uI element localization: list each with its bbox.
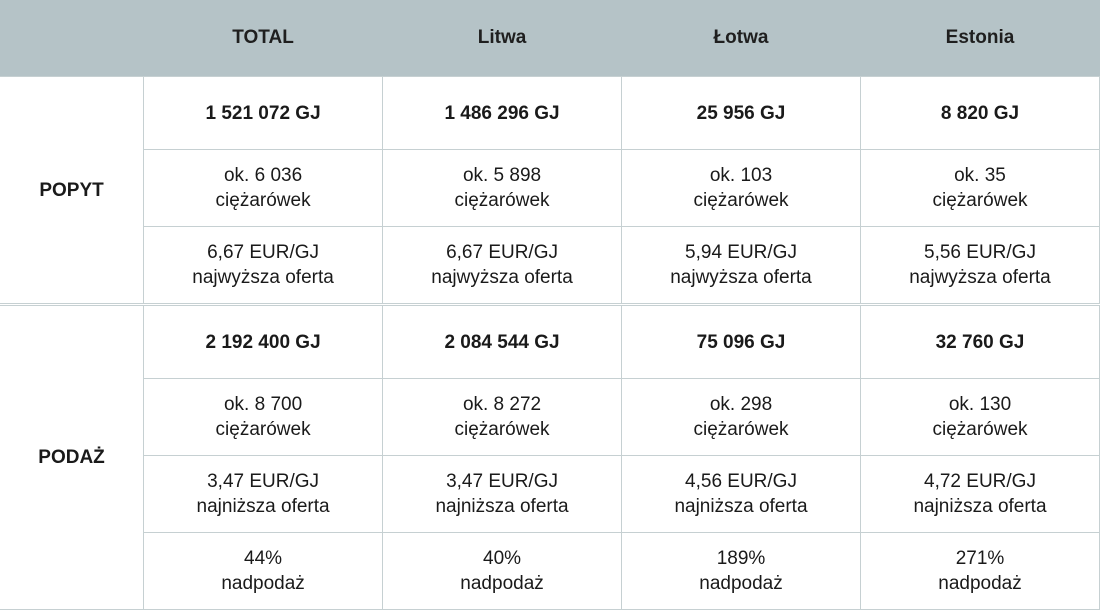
trucks-unit: ciężarówek	[693, 419, 789, 440]
surplus-percent: 44%	[244, 548, 283, 569]
amount-cell: 32 760 GJ	[860, 305, 1099, 379]
trucks-count: ok. 298	[709, 394, 773, 415]
trucks-count: ok. 103	[709, 165, 773, 186]
trucks-cell	[383, 379, 622, 456]
header-total: TOTAL	[144, 0, 383, 77]
header-estonia: Estonia	[860, 0, 1099, 77]
amount-cell: 1 521 072 GJ	[144, 77, 383, 150]
surplus-cell	[383, 533, 622, 610]
section-label-podaz: PODAŻ	[0, 305, 144, 610]
surplus-cell	[622, 533, 861, 610]
price-value: 5,94 EUR/GJ	[685, 242, 797, 263]
trucks-count: ok. 8 700	[223, 394, 303, 415]
price-cell	[144, 456, 383, 533]
amount-cell: 2 192 400 GJ	[144, 305, 383, 379]
price-value: 3,47 EUR/GJ	[207, 471, 320, 492]
trucks-unit: ciężarówek	[215, 190, 311, 211]
price-cell	[622, 227, 861, 305]
price-cell	[860, 456, 1099, 533]
trucks-count: ok. 35	[954, 165, 1006, 186]
amount-cell: 8 820 GJ	[860, 77, 1099, 150]
price-value: 6,67 EUR/GJ	[207, 242, 320, 263]
table-row	[0, 150, 1100, 227]
price-cell	[383, 456, 622, 533]
trucks-unit: ciężarówek	[215, 419, 311, 440]
header-row	[0, 0, 1100, 77]
price-value: 4,56 EUR/GJ	[685, 471, 797, 492]
header-corner	[0, 0, 144, 77]
price-cell	[622, 456, 861, 533]
price-note: najwyższa oferta	[909, 267, 1051, 288]
price-value: 4,72 EUR/GJ	[924, 471, 1036, 492]
table-row	[0, 379, 1100, 456]
surplus-percent: 40%	[483, 548, 522, 569]
table-row	[0, 533, 1100, 610]
table-row	[0, 305, 1100, 379]
price-value: 6,67 EUR/GJ	[446, 242, 558, 263]
price-cell	[383, 227, 622, 305]
price-cell	[860, 227, 1099, 305]
price-value: 5,56 EUR/GJ	[924, 242, 1036, 263]
trucks-unit: ciężarówek	[693, 190, 789, 211]
trucks-count: ok. 6 036	[223, 165, 303, 186]
trucks-cell	[144, 150, 383, 227]
trucks-cell	[860, 150, 1099, 227]
price-cell	[144, 227, 383, 305]
trucks-count: ok. 5 898	[462, 165, 542, 186]
price-note: najwyższa oferta	[670, 267, 812, 288]
trucks-unit: ciężarówek	[932, 190, 1028, 211]
table-row	[0, 77, 1100, 150]
trucks-cell	[622, 150, 861, 227]
amount-cell: 75 096 GJ	[622, 305, 861, 379]
trucks-unit: ciężarówek	[932, 419, 1028, 440]
surplus-percent: 189%	[716, 548, 766, 569]
surplus-cell	[144, 533, 383, 610]
amount-cell: 25 956 GJ	[622, 77, 861, 150]
trucks-unit: ciężarówek	[454, 419, 550, 440]
surplus-label: nadpodaż	[221, 573, 305, 594]
amount-cell: 1 486 296 GJ	[383, 77, 622, 150]
price-note: najniższa oferta	[913, 496, 1047, 517]
trucks-cell	[622, 379, 861, 456]
table-row	[0, 227, 1100, 305]
trucks-unit: ciężarówek	[454, 190, 550, 211]
trucks-cell	[144, 379, 383, 456]
surplus-cell	[860, 533, 1099, 610]
trucks-count: ok. 130	[948, 394, 1012, 415]
price-note: najniższa oferta	[674, 496, 808, 517]
trucks-cell	[860, 379, 1099, 456]
trucks-cell	[383, 150, 622, 227]
surplus-percent: 271%	[955, 548, 1005, 569]
surplus-label: nadpodaż	[938, 573, 1022, 594]
amount-cell: 2 084 544 GJ	[383, 305, 622, 379]
surplus-label: nadpodaż	[460, 573, 544, 594]
section-label-popyt: POPYT	[0, 77, 144, 305]
trucks-count: ok. 8 272	[462, 394, 542, 415]
price-note: najwyższa oferta	[431, 267, 573, 288]
table-row	[0, 456, 1100, 533]
header-lotwa: Łotwa	[622, 0, 861, 77]
surplus-label: nadpodaż	[699, 573, 783, 594]
price-note: najniższa oferta	[435, 496, 569, 517]
price-note: najniższa oferta	[196, 496, 330, 517]
price-value: 3,47 EUR/GJ	[446, 471, 558, 492]
price-note: najwyższa oferta	[192, 267, 334, 288]
header-litwa: Litwa	[383, 0, 622, 77]
